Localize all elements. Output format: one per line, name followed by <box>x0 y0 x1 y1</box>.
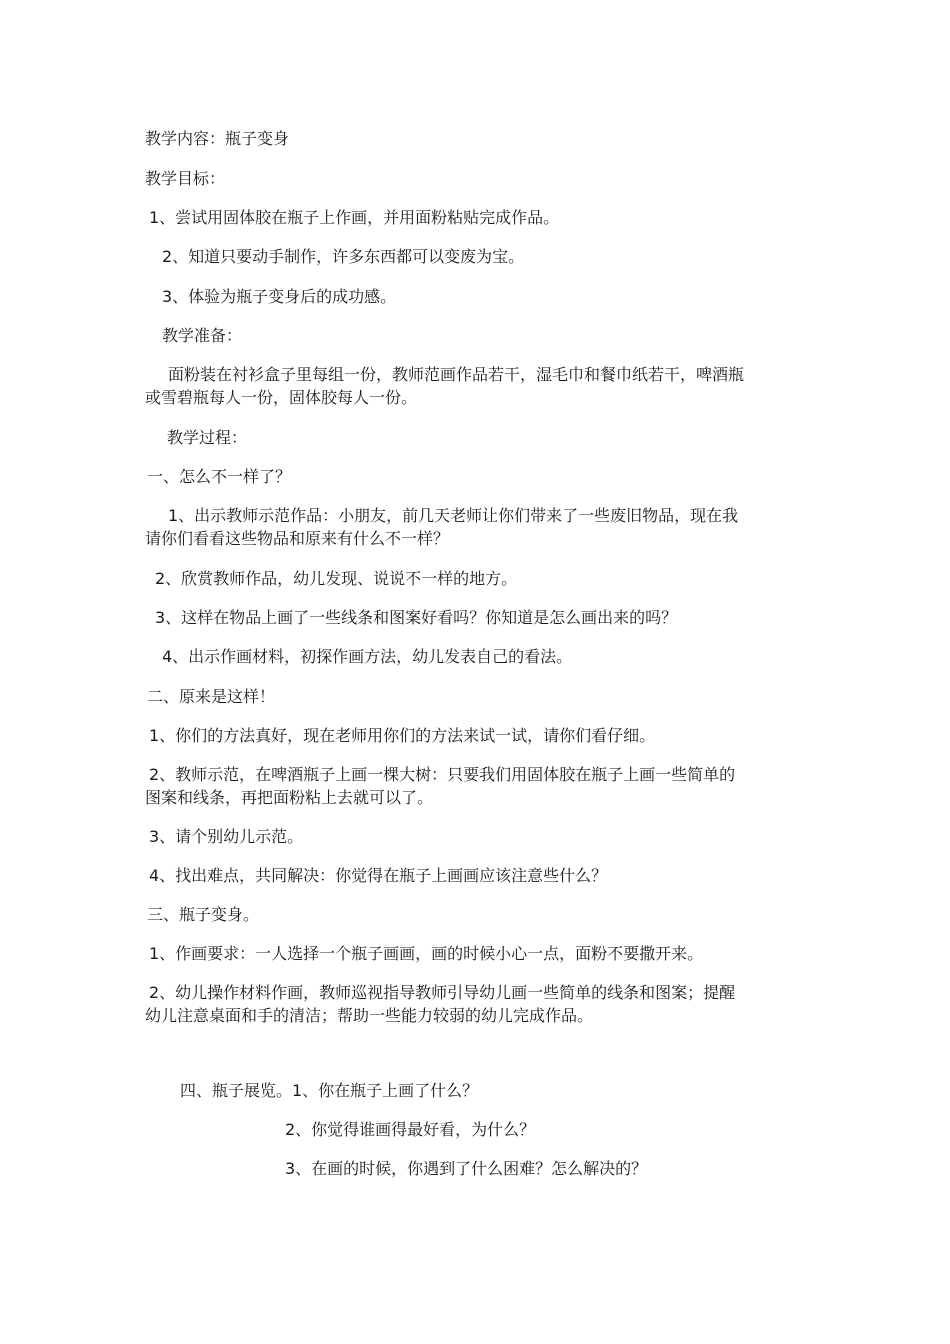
section-3-item-2-line-1: 2、幼儿操作材料作画，教师巡视指导教师引导幼儿画一些简单的线条和图案；提醒 <box>149 983 736 1002</box>
preparation-heading: 教学准备： <box>162 326 243 345</box>
lesson-content-line: 教学内容：瓶子变身 <box>145 129 290 148</box>
section-4-item-3: 3、在画的时候，你遇到了什么困难？怎么解决的？ <box>285 1159 648 1178</box>
section-3-item-1: 1、作画要求：一人选择一个瓶子画画，画的时候小心一点，面粉不要撒开来。 <box>149 944 704 963</box>
section-1-item-3: 3、这样在物品上画了一些线条和图案好看吗？你知道是怎么画出来的吗？ <box>155 608 678 627</box>
section-2-item-1: 1、你们的方法真好，现在老师用你们的方法来试一试，请你们看仔细。 <box>149 726 656 745</box>
preparation-paragraph <box>145 363 744 409</box>
section-3-item-2-line-2: 幼儿注意桌面和手的清洁；帮助一些能力较弱的幼儿完成作品。 <box>145 1006 594 1025</box>
section-2-item-2-line-1: 2、教师示范，在啤酒瓶子上画一棵大树：只要我们用固体胶在瓶子上画一些简单的 <box>149 765 736 784</box>
process-heading: 教学过程： <box>167 428 248 447</box>
preparation-line-2: 或雪碧瓶每人一份，固体胶每人一份。 <box>145 388 418 407</box>
section-3-item-2 <box>145 981 735 1027</box>
section-2-item-3: 3、请个别幼儿示范。 <box>149 827 304 846</box>
section-1-item-2: 2、欣赏教师作品，幼儿发现、说说不一样的地方。 <box>155 569 518 588</box>
section-2-heading: 二、原来是这样！ <box>147 687 276 706</box>
section-1-item-1 <box>145 504 738 550</box>
section-3-heading: 三、瓶子变身。 <box>147 905 260 924</box>
section-2-item-2 <box>145 763 735 809</box>
goal-item-2: 2、知道只要动手制作，许多东西都可以变废为宝。 <box>162 247 525 266</box>
preparation-line-1: 面粉装在衬衫盒子里每组一份，教师范画作品若干，湿毛巾和餐巾纸若干，啤酒瓶 <box>168 365 745 384</box>
section-1-item-4: 4、出示作画材料，初探作画方法，幼儿发表自己的看法。 <box>162 647 573 666</box>
section-4-heading-item-1: 四、瓶子展览。1、你在瓶子上画了什么？ <box>180 1081 479 1100</box>
section-1-item-1-line-2: 请你们看看这些物品和原来有什么不一样？ <box>145 529 450 548</box>
lesson-goals-heading: 教学目标： <box>145 169 226 188</box>
section-1-heading: 一、怎么不一样了？ <box>147 467 292 486</box>
section-2-item-2-line-2: 图案和线条，再把面粉粘上去就可以了。 <box>145 788 434 807</box>
section-2-item-4: 4、找出难点，共同解决：你觉得在瓶子上画画应该注意些什么？ <box>149 866 608 885</box>
goal-item-3: 3、体验为瓶子变身后的成功感。 <box>162 287 397 306</box>
section-4-item-2: 2、你觉得谁画得最好看，为什么？ <box>285 1120 536 1139</box>
goal-item-1: 1、尝试用固体胶在瓶子上作画，并用面粉粘贴完成作品。 <box>149 208 560 227</box>
section-1-item-1-line-1: 1、出示教师示范作品：小朋友，前几天老师让你们带来了一些废旧物品，现在我 <box>168 506 739 525</box>
